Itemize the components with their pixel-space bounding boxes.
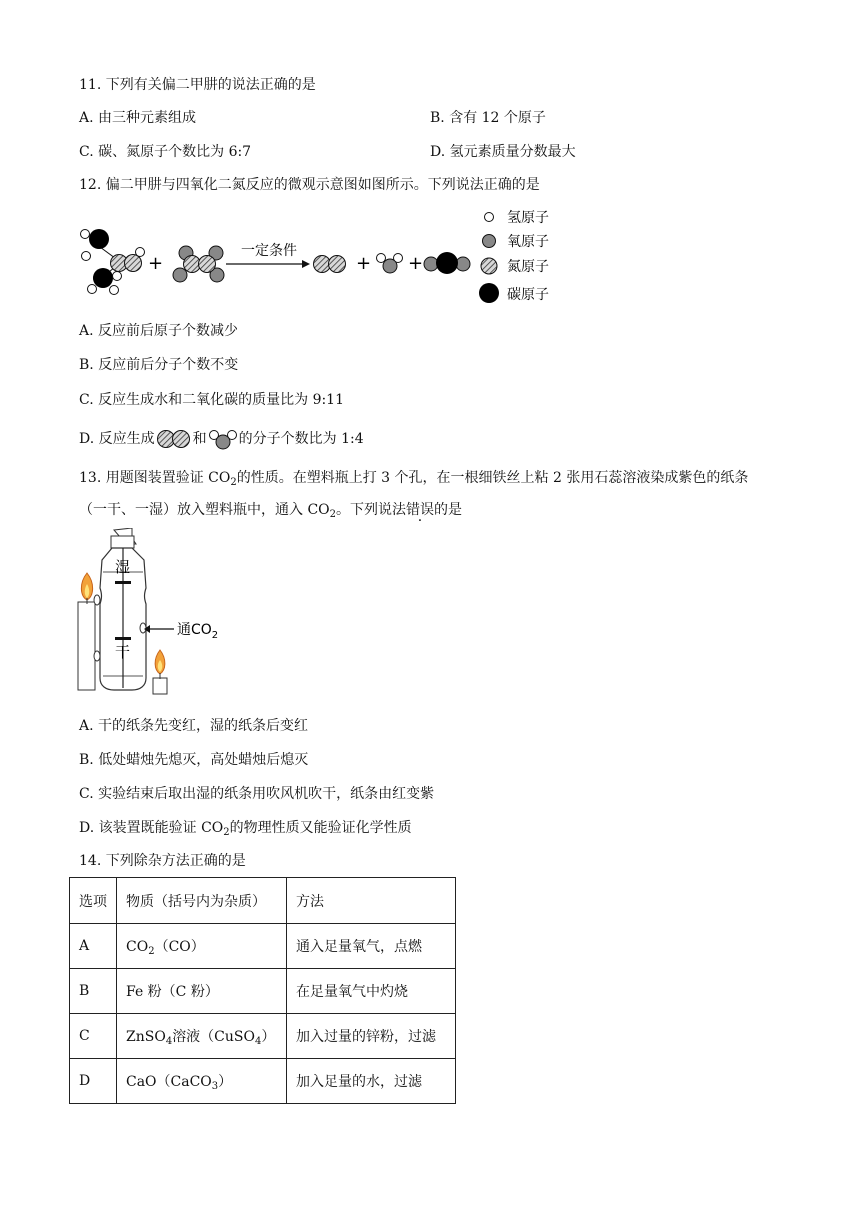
q12-stem: 12. 偏二甲肼与四氧化二氮反应的微观示意图如图所示。下列说法正确的是 [79,177,540,193]
q13-stem-part: 。下列说法 [336,502,407,518]
q11-option-b: B. 含有 12 个原子 [430,110,546,126]
q11-option-d: D. 氢元素质量分数最大 [430,144,576,160]
table-row [70,924,456,969]
q13-option-d [79,819,412,837]
reaction-condition: 一定条件 [241,243,297,259]
water-molecule-icon [208,428,238,450]
q13-stem-part: 13. 用题图装置验证 CO [79,470,231,486]
product-water [377,254,403,274]
reactant-molecule-1 [81,229,145,295]
table-header-row [70,878,456,924]
q12-option-d-and: 和 [192,431,207,447]
q13-option-b: B. 低处蜡烛先熄灭，高处蜡烛后熄灭 [79,752,309,768]
legend-oxygen: 氧原子 [507,234,549,250]
q13-stem-part: 的性质。在塑料瓶上打 3 个孔，在一根细铁丝上粘 2 张用石蕊溶液染成紫色的纸条 [236,470,749,486]
row-substance: ZnSO$_4$溶液（CuSO$_4$） [117,1014,287,1059]
atom-legend [479,210,549,303]
q12-option-c: C. 反应生成水和二氧化碳的质量比为 9:11 [79,392,345,408]
table-row [70,969,456,1014]
q12-option-b: B. 反应前后分子个数不变 [79,357,239,373]
dry-strip-label: 干 [115,643,131,661]
plus-sign: + [148,253,164,274]
legend-nitrogen: 氮原子 [507,259,549,275]
q12-option-d [79,428,364,450]
q11-option-a: A. 由三种元素组成 [79,110,197,126]
row-option: B [70,969,117,1014]
subscript: 2 [230,477,237,488]
header-method: 方法 [287,878,456,924]
q13-option-c: C. 实验结束后取出湿的纸条用吹风机吹干，纸条由红变紫 [79,786,435,802]
q11-option-c: C. 碳、氮原子个数比为 6:7 [79,144,252,160]
q13-option-d-part: D. 该装置既能验证 CO [79,820,224,836]
legend-carbon: 碳原子 [507,287,549,303]
row-substance: Fe 粉（C 粉） [117,969,287,1014]
row-method: 加入足量的水，过滤 [287,1059,456,1104]
inlet-label: 通$CO_2$ [177,622,219,641]
n2-molecule-icon [156,429,192,449]
q13-option-d-part: 的物理性质又能验证化学性质 [229,820,412,836]
wet-strip-label: 湿 [115,558,131,576]
row-method: 在足量氧气中灼烧 [287,969,456,1014]
row-option: A [70,924,117,969]
plus-sign: + [408,253,424,274]
row-method: 加入过量的锌粉，过滤 [287,1014,456,1059]
header-option: 选项 [70,878,117,924]
plastic-bottle [94,528,146,690]
tall-candle [78,573,95,690]
emphasis-word: 错误 [406,502,435,518]
q12-option-a: A. 反应前后原子个数减少 [79,323,239,339]
q12-option-d-prefix: D. 反应生成 [79,431,155,447]
row-option: C [70,1014,117,1059]
q13-stem-part: （一干、一湿）放入塑料瓶中，通入 CO [79,502,330,518]
header-substance: 物质（括号内为杂质） [117,878,287,924]
q13-stem-line-2 [79,501,462,519]
q14-stem: 14. 下列除杂方法正确的是 [79,853,246,869]
q13-stem-part: 的是 [434,502,463,518]
subscript: 2 [223,827,230,838]
q13-apparatus-figure [74,528,234,698]
row-substance: $CO_2(CO)$ [117,924,287,969]
q14-table [69,877,456,1104]
q13-stem-line-1 [79,469,748,487]
q12-reaction-diagram [76,206,566,306]
q12-option-d-suffix: 的分子个数比为 1:4 [238,431,364,447]
q11-stem: 11. 下列有关偏二甲肼的说法正确的是 [79,77,316,93]
row-option: D [70,1059,117,1104]
row-substance: CaO（CaCO$_3$） [117,1059,287,1104]
q13-option-a: A. 干的纸条先变红，湿的纸条后变红 [79,718,309,734]
plus-sign: + [356,253,372,274]
table-row [70,1059,456,1104]
subscript: 2 [329,509,337,520]
table-row [70,1014,456,1059]
reactant-molecule-2 [173,246,224,282]
legend-hydrogen: 氢原子 [507,210,549,226]
short-candle [153,650,167,694]
product-n2 [314,256,346,273]
row-method: 通入足量氧气，点燃 [287,924,456,969]
product-co2 [424,252,470,274]
